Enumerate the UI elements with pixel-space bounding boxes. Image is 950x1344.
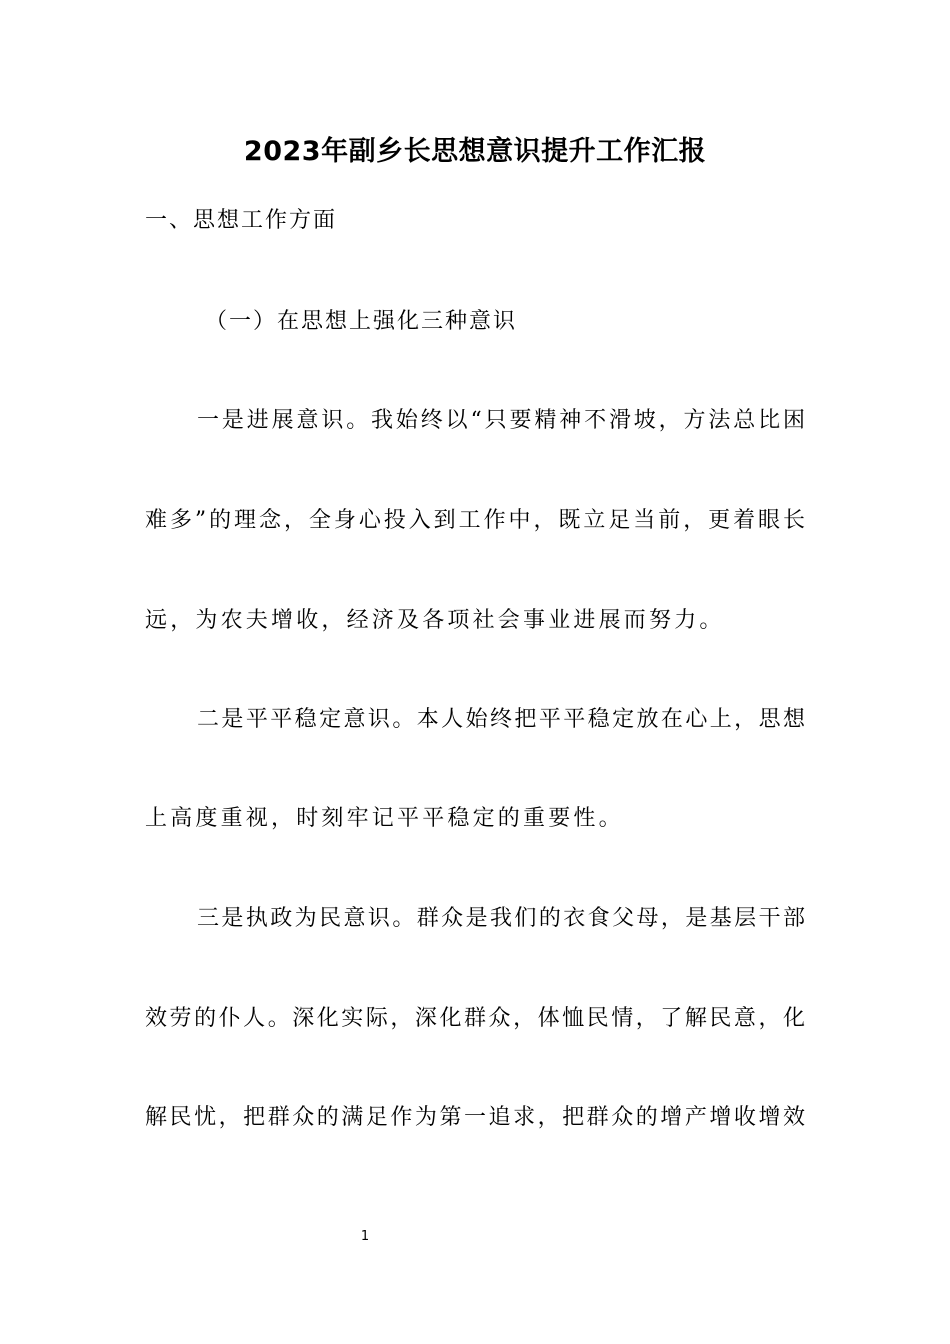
section-heading: 一、思想工作方面 xyxy=(145,208,338,233)
subsection-heading: （一）在思想上强化三种意识 xyxy=(205,309,518,334)
paragraph-line: 解民忧，把群众的满足作为第一追求，把群众的增产增收增效 xyxy=(145,1105,805,1130)
paragraph-line: 难多”的理念，全身心投入到工作中，既立足当前，更着眼长 xyxy=(145,508,805,533)
paragraph-line: 三是执政为民意识。群众是我们的衣食父母，是基层干部 xyxy=(197,906,805,931)
page-number: 1 xyxy=(360,1229,370,1244)
paragraph-line: 二是平平稳定意识。本人始终把平平稳定放在心上，思想 xyxy=(197,707,805,732)
paragraph-line: 上高度重视，时刻牢记平平稳定的重要性。 xyxy=(145,806,624,831)
paragraph-line: 远，为农夫增收，经济及各项社会事业进展而努力。 xyxy=(145,608,725,633)
document-title: 2023年副乡长思想意识提升工作汇报 xyxy=(243,136,707,167)
paragraph-line: 一是进展意识。我始终以“只要精神不滑坡，方法总比困 xyxy=(197,408,805,433)
paragraph-line: 效劳的仆人。深化实际，深化群众，体恤民情，了解民意，化 xyxy=(145,1006,805,1031)
